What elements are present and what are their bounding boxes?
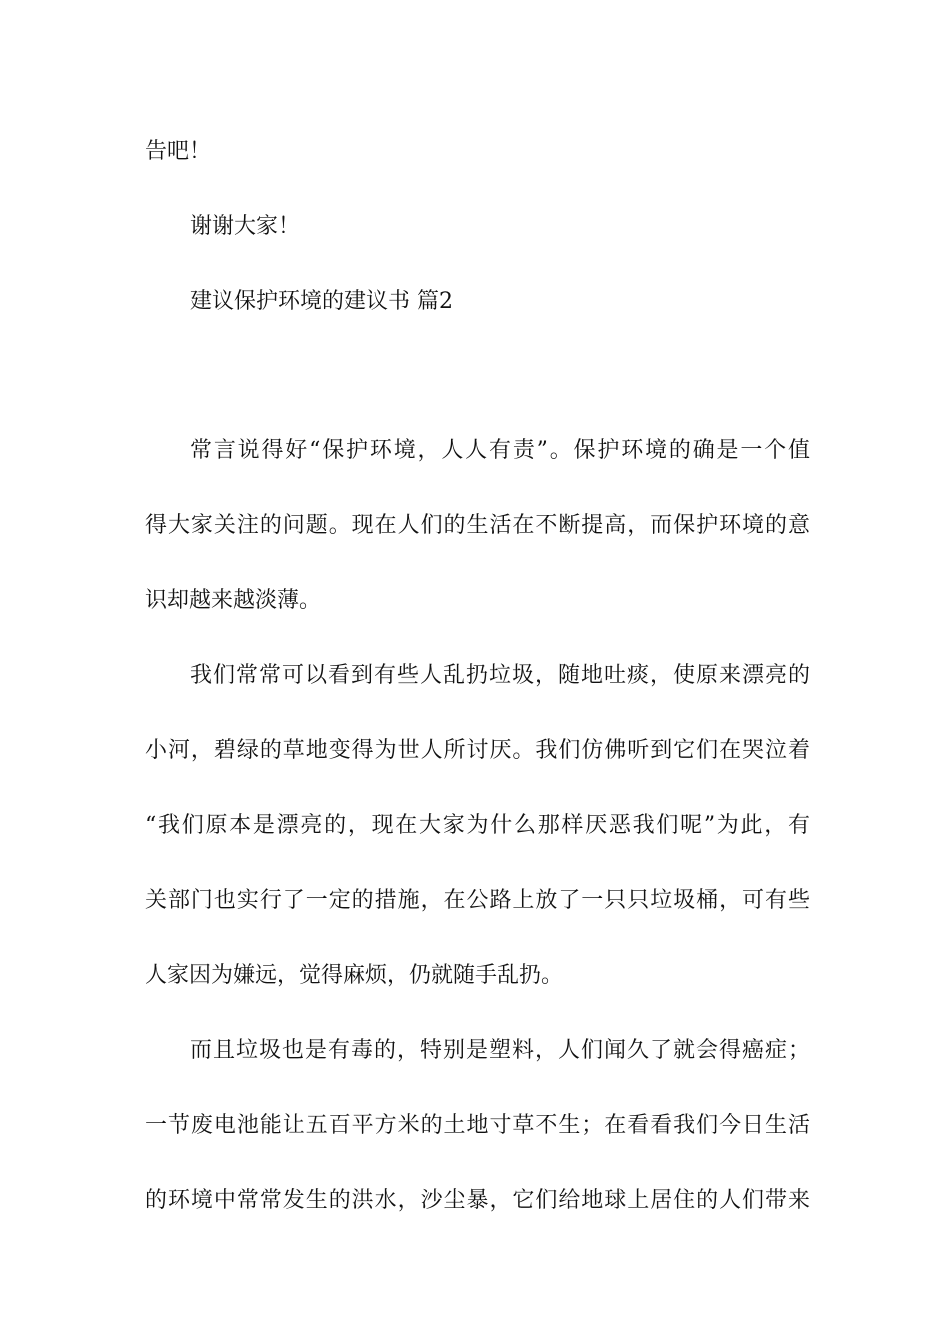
text-line: 告吧！: [145, 139, 212, 164]
section-heading: 建议保护环境的建议书 篇2: [190, 289, 453, 314]
text-line: 小河，碧绿的草地变得为世人所讨厌。我们仿佛听到它们在哭泣着: [145, 738, 810, 763]
text-line: 人家因为嫌远，觉得麻烦，仍就随手乱扔。: [145, 963, 564, 988]
text-line: “我们原本是漂亮的，现在大家为什么那样厌恶我们呢”为此，有: [145, 813, 810, 838]
text-line: 的环境中常常发生的洪水，沙尘暴，它们给地球上居住的人们带来: [145, 1188, 810, 1213]
text-line: 常言说得好“保护环境，人人有责”。保护环境的确是一个值: [190, 438, 810, 463]
text-line: 而且垃圾也是有毒的，特别是塑料，人们闻久了就会得癌症；: [190, 1038, 810, 1063]
text-line: 关部门也实行了一定的措施，在公路上放了一只只垃圾桶，可有些: [145, 888, 810, 913]
text-line: 识却越来越淡薄。: [145, 588, 322, 613]
text-line: 我们常常可以看到有些人乱扔垃圾，随地吐痰，使原来漂亮的: [190, 663, 810, 688]
text-line: 一节废电池能让五百平方米的土地寸草不生；在看看我们今日生活: [145, 1113, 810, 1138]
text-line: 谢谢大家！: [190, 214, 301, 239]
text-line: 得大家关注的问题。现在人们的生活在不断提高，而保护环境的意: [145, 513, 810, 538]
